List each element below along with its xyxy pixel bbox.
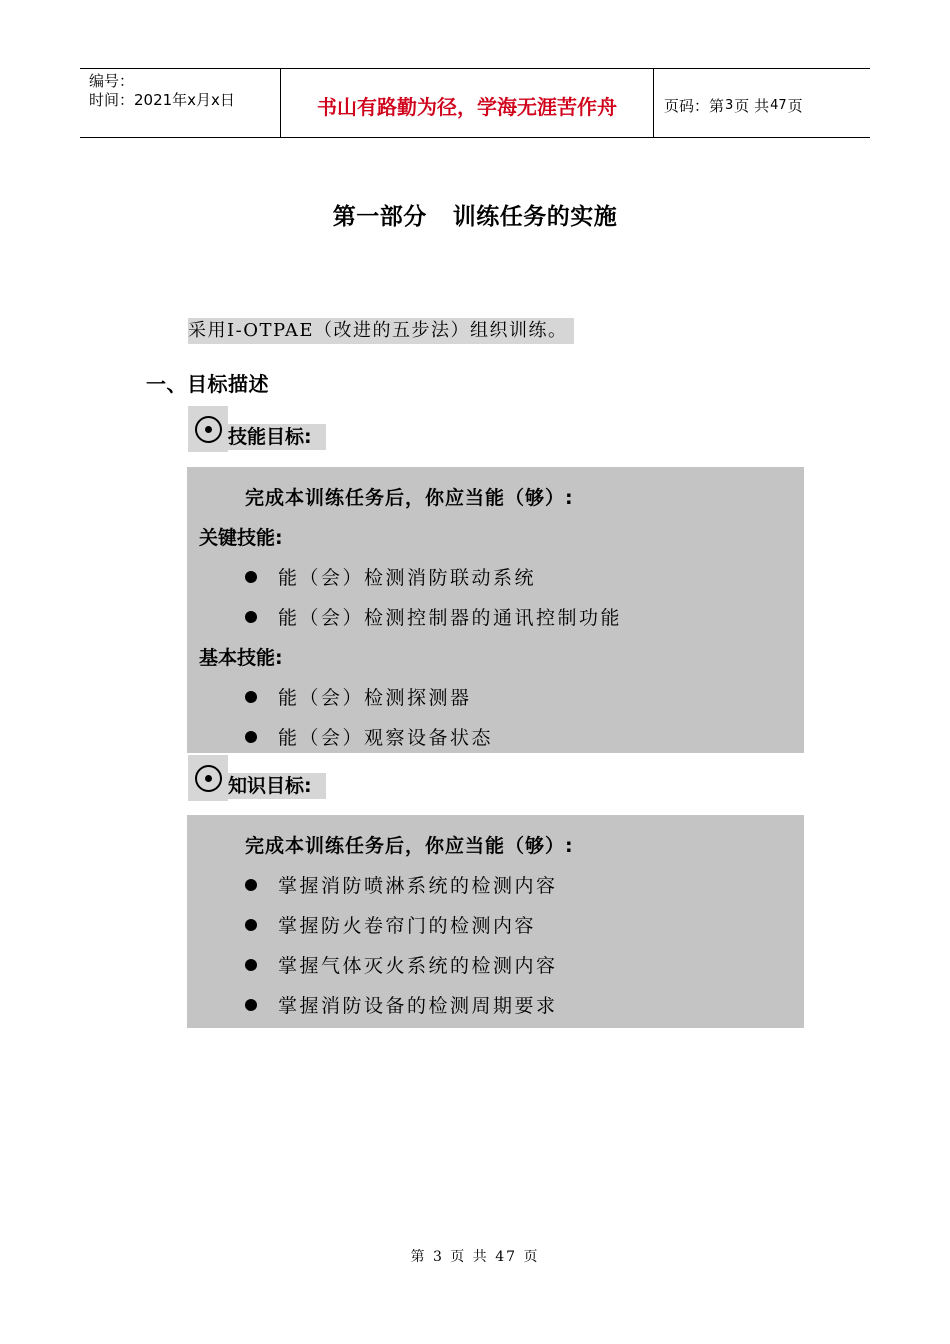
key-skills-label: 关键技能: [199,527,283,549]
page-footer: 第 3 页 共 47 页 [410,1249,540,1265]
target-icon [195,416,222,443]
header-page-info [654,69,870,137]
bullet-icon [245,731,257,743]
target-icon [195,765,222,792]
document-time-label: 时间：2021年x月x日 [89,91,235,109]
list-item: 掌握消防喷淋系统的检测内容 [245,871,558,898]
knowledge-goal-text: 知识目标: [228,773,326,799]
list-item: 能（会）检测探测器 [245,683,472,710]
knowledge-intro: 完成本训练任务后，你应当能（够）: [245,835,574,857]
skills-intro: 完成本训练任务后，你应当能（够）: [245,487,574,509]
list-item: 能（会）检测消防联动系统 [245,563,536,590]
bullet-icon [245,611,257,623]
bullet-icon [245,999,257,1011]
header-motto: 书山有路勤为径，学海无涯苦作舟 [281,69,654,137]
page-mid: 页 共 [734,96,770,115]
skills-goal-text: 技能目标: [228,424,326,450]
skills-goal-label [188,406,326,452]
title-part: 第一部分 [332,204,427,230]
document-number-label: 编号： [89,72,135,90]
knowledge-box [187,815,804,1028]
list-item: 掌握防火卷帘门的检测内容 [245,911,536,938]
page-prefix: 页码：第 [664,96,725,115]
page-number: 3 [725,97,734,113]
section-heading-goals: 一、目标描述 [146,372,269,396]
skills-box [187,467,804,753]
knowledge-goal-label [188,755,326,801]
basic-skills-label: 基本技能: [199,647,283,669]
header-table [80,68,870,138]
bullet-icon [245,919,257,931]
bullet-icon [245,571,257,583]
title-main: 训练任务的实施 [452,204,618,230]
page-total: 47 [770,97,787,113]
page-suffix: 页 [787,96,803,115]
bullet-icon [245,959,257,971]
list-item: 掌握消防设备的检测周期要求 [245,991,558,1018]
list-item: 掌握气体灭火系统的检测内容 [245,951,558,978]
bullet-icon [245,879,257,891]
bullet-icon [245,691,257,703]
list-item: 能（会）观察设备状态 [245,723,493,750]
page-title [0,198,950,231]
list-item: 能（会）检测控制器的通讯控制功能 [245,603,622,630]
method-line: 采用I-OTPAE（改进的五步法）组织训练。 [188,318,574,344]
header-info-cell [80,69,281,137]
